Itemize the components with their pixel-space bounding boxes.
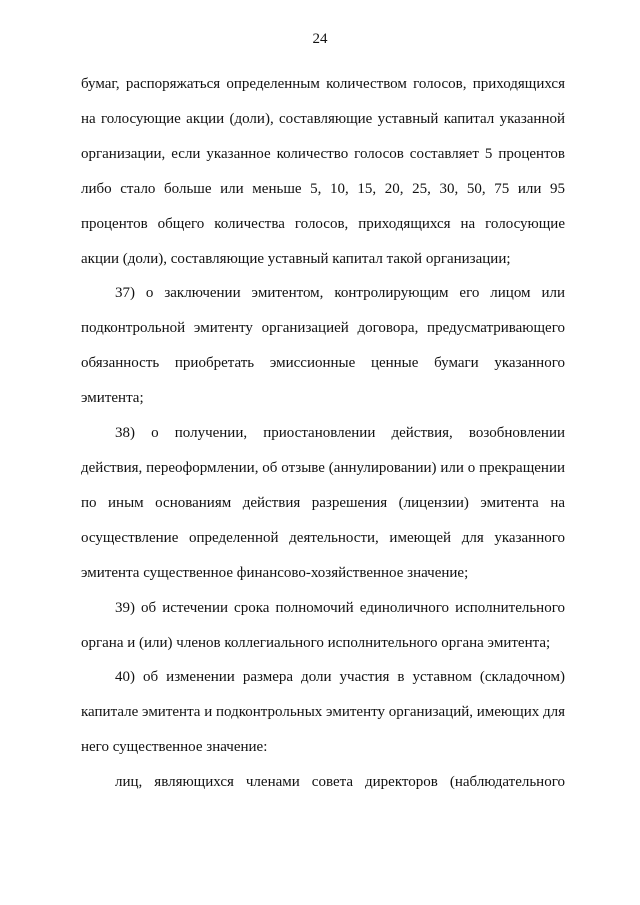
paragraph-item-40: 40) об изменении размера доли участия в уставном (складочном) капитале эмитента и подконтрольных эмитенту организаций, имеющих для него существенное значение: [81,669,565,756]
paragraph-continuation: бумаг, распоряжаться определенным количеством голосов, приходящихся на голосующие акции (доли), составляющие уставный капитал указанной организации, если указанное количество голосов составляет 5 процентов либо стало больше или меньше 5, 10, 15, 20, 25, 30, 50, 75 или 95 процентов общего количества голосов, приходящихся на голосующие акции (доли), составляющие уставный капитал такой организации; [81,76,565,267]
paragraph-subitem: лиц, являющихся членами совета директоров (наблюдательного [115,774,565,791]
paragraph-item-39: 39) об истечении срока полномочий единоличного исполнительного органа и (или) членов коллегиального исполнительного органа эмитента; [81,599,565,651]
paragraph-item-37: 37) о заключении эмитентом, контролирующим его лицом или подконтрольной эмитенту организацией договора, предусматривающего обязанность приобретать эмиссионные ценные бумаги указанного эмитента; [81,285,565,407]
paragraph-item-38: 38) о получении, приостановлении действия, возобновлении действия, переоформлении, об отзыве (аннулировании) или о прекращении по иным основаниям действия разрешения (лицензии) эмитента на осуществление определенной деятельности, имеющей для указанного эмитента существенное финансово-хозяйственное значение; [81,425,565,581]
page-number: 24 [312,31,328,47]
document-body [81,67,565,800]
